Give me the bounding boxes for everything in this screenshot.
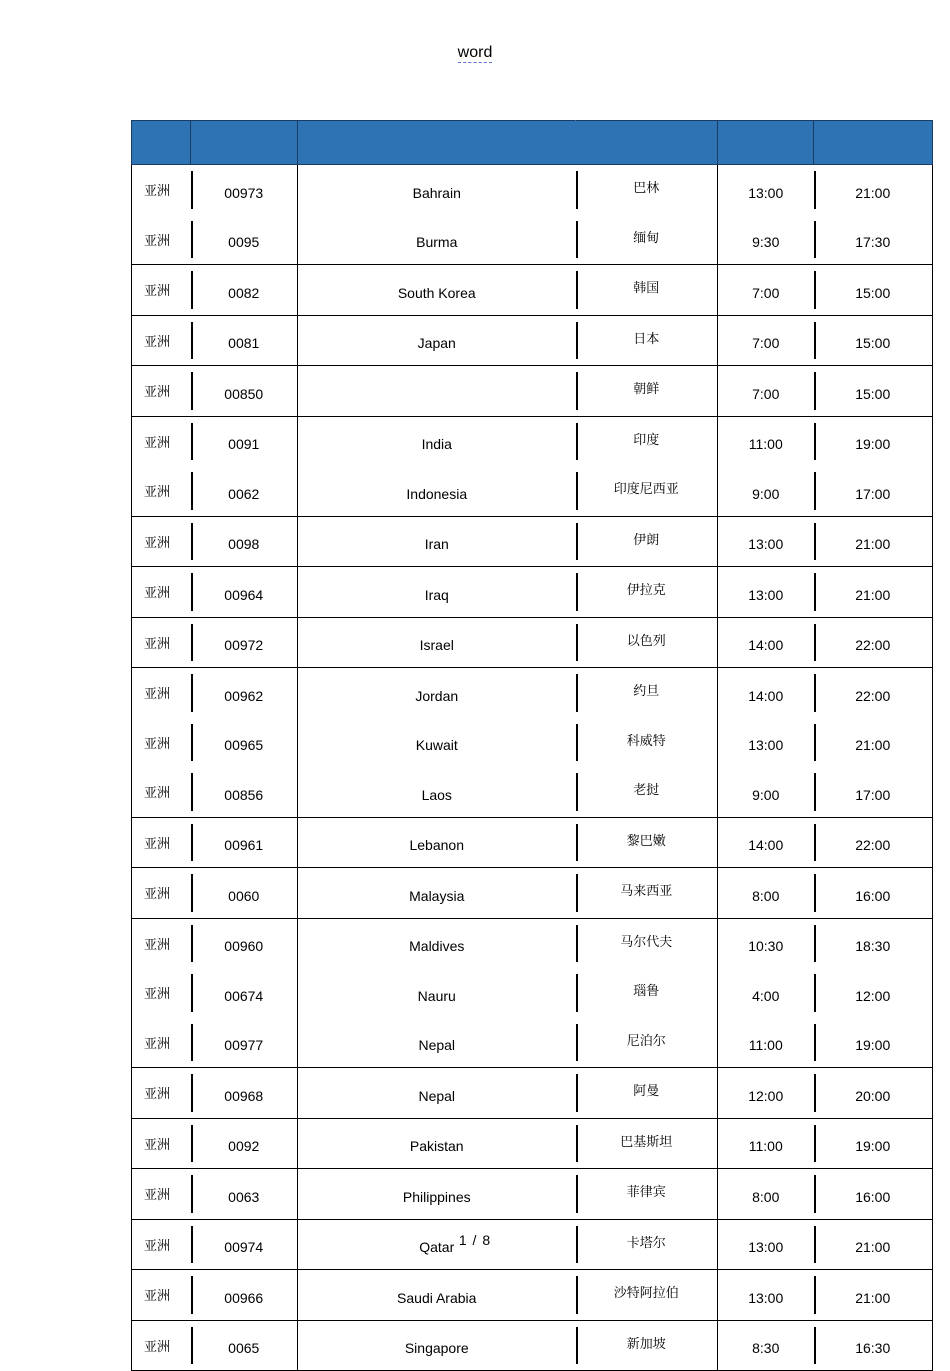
cell-country-en: Philippines: [298, 1169, 576, 1220]
cell-local-time: 12:00: [814, 968, 933, 1018]
cell-country-cn: 日本: [576, 315, 718, 366]
table-row: [132, 466, 933, 516]
cell-country-en: Nauru: [298, 968, 576, 1018]
header-cell-beijing-time: [718, 121, 814, 165]
cell-country-en: South Korea: [298, 265, 576, 316]
cell-continent: 亚洲: [132, 416, 191, 466]
cell-country-cn: 菲律宾: [576, 1169, 718, 1220]
cell-continent: 亚洲: [132, 215, 191, 265]
cell-beijing-time: 7:00: [718, 265, 814, 316]
cell-local-time: 21:00: [814, 165, 933, 215]
cell-continent: 亚洲: [132, 817, 191, 868]
cell-local-time: 21:00: [814, 718, 933, 768]
cell-country-cn: 沙特阿拉伯: [576, 1270, 718, 1321]
table-row: [132, 1320, 933, 1371]
cell-beijing-time: 11:00: [718, 1118, 814, 1169]
cell-dial-code: 00674: [191, 968, 298, 1018]
cell-dial-code: 00964: [191, 567, 298, 618]
table-row: [132, 918, 933, 968]
cell-local-time: 20:00: [814, 1068, 933, 1119]
cell-country-cn: 以色列: [576, 617, 718, 668]
table-row: [132, 668, 933, 718]
cell-beijing-time: 11:00: [718, 1018, 814, 1068]
cell-local-time: 21:00: [814, 1270, 933, 1321]
table-row: [132, 1169, 933, 1220]
cell-dial-code: 0092: [191, 1118, 298, 1169]
cell-continent: 亚洲: [132, 466, 191, 516]
cell-dial-code: 0082: [191, 265, 298, 316]
table-body: [132, 165, 933, 1371]
cell-continent: 亚洲: [132, 1219, 191, 1270]
cell-country-cn: 新加坡: [576, 1320, 718, 1371]
cell-local-time: 15:00: [814, 315, 933, 366]
cell-country-cn: 伊朗: [576, 516, 718, 567]
cell-continent: 亚洲: [132, 1118, 191, 1169]
cell-continent: 亚洲: [132, 868, 191, 919]
cell-country-cn: 卡塔尔: [576, 1219, 718, 1270]
cell-dial-code: 00961: [191, 817, 298, 868]
country-code-table: [131, 120, 933, 1371]
cell-continent: 亚洲: [132, 617, 191, 668]
cell-dial-code: 00850: [191, 366, 298, 417]
header-cell-continent: [132, 121, 191, 165]
cell-continent: 亚洲: [132, 668, 191, 718]
cell-country-en: India: [298, 416, 576, 466]
cell-country-en: Jordan: [298, 668, 576, 718]
cell-beijing-time: 4:00: [718, 968, 814, 1018]
table-header: [132, 121, 933, 165]
cell-continent: 亚洲: [132, 767, 191, 817]
table-row: [132, 817, 933, 868]
cell-continent: 亚洲: [132, 918, 191, 968]
cell-local-time: 19:00: [814, 1018, 933, 1068]
cell-country-en: Nepal: [298, 1068, 576, 1119]
cell-country-cn: 朝鲜: [576, 366, 718, 417]
cell-continent: 亚洲: [132, 1068, 191, 1119]
cell-country-cn: 伊拉克: [576, 567, 718, 618]
cell-local-time: 18:30: [814, 918, 933, 968]
cell-dial-code: 00856: [191, 767, 298, 817]
cell-continent: 亚洲: [132, 1018, 191, 1068]
cell-beijing-time: 9:30: [718, 215, 814, 265]
cell-beijing-time: 8:00: [718, 1169, 814, 1220]
table-header-row: [132, 121, 933, 165]
cell-continent: 亚洲: [132, 567, 191, 618]
cell-beijing-time: 7:00: [718, 315, 814, 366]
cell-local-time: 22:00: [814, 617, 933, 668]
cell-continent: 亚洲: [132, 516, 191, 567]
cell-beijing-time: 12:00: [718, 1068, 814, 1119]
cell-country-en: Malaysia: [298, 868, 576, 919]
cell-local-time: 21:00: [814, 1219, 933, 1270]
cell-country-en: Qatar: [298, 1219, 576, 1270]
cell-country-en: Kuwait: [298, 718, 576, 768]
cell-local-time: 22:00: [814, 668, 933, 718]
cell-beijing-time: 7:00: [718, 366, 814, 417]
cell-continent: 亚洲: [132, 315, 191, 366]
table-row: [132, 1118, 933, 1169]
cell-continent: 亚洲: [132, 968, 191, 1018]
cell-country-cn: 印度: [576, 416, 718, 466]
cell-country-cn: 约旦: [576, 668, 718, 718]
cell-dial-code: 0081: [191, 315, 298, 366]
cell-beijing-time: 14:00: [718, 817, 814, 868]
cell-local-time: 21:00: [814, 567, 933, 618]
cell-dial-code: 00968: [191, 1068, 298, 1119]
cell-dial-code: 0065: [191, 1320, 298, 1371]
cell-continent: 亚洲: [132, 265, 191, 316]
table-row: [132, 165, 933, 215]
cell-country-en: Singapore: [298, 1320, 576, 1371]
cell-local-time: 19:00: [814, 416, 933, 466]
cell-local-time: 21:00: [814, 516, 933, 567]
cell-country-en: Maldives: [298, 918, 576, 968]
page-number: 1 / 8: [458, 1232, 492, 1248]
cell-country-en: Iran: [298, 516, 576, 567]
cell-dial-code: 00966: [191, 1270, 298, 1321]
cell-dial-code: 0098: [191, 516, 298, 567]
cell-dial-code: 0091: [191, 416, 298, 466]
cell-country-cn: 瑙鲁: [576, 968, 718, 1018]
cell-continent: 亚洲: [132, 718, 191, 768]
table-row: [132, 767, 933, 817]
table-row: [132, 868, 933, 919]
cell-country-en: Israel: [298, 617, 576, 668]
cell-country-en: Nepal: [298, 1018, 576, 1068]
cell-country-cn: 韩国: [576, 265, 718, 316]
cell-country-en: Japan: [298, 315, 576, 366]
table-row: [132, 1270, 933, 1321]
cell-country-en: Laos: [298, 767, 576, 817]
cell-beijing-time: 11:00: [718, 416, 814, 466]
cell-beijing-time: 9:00: [718, 767, 814, 817]
cell-country-cn: 科威特: [576, 718, 718, 768]
cell-country-cn: 尼泊尔: [576, 1018, 718, 1068]
cell-country-en: Iraq: [298, 567, 576, 618]
cell-country-cn: 阿曼: [576, 1068, 718, 1119]
header-cell-country-cn: [576, 121, 718, 165]
cell-local-time: 15:00: [814, 265, 933, 316]
header-cell-country-en: [298, 121, 576, 165]
table-row: [132, 516, 933, 567]
cell-country-en: Lebanon: [298, 817, 576, 868]
cell-beijing-time: 14:00: [718, 668, 814, 718]
cell-beijing-time: 14:00: [718, 617, 814, 668]
cell-country-en: [298, 366, 576, 417]
cell-dial-code: 00972: [191, 617, 298, 668]
table-row: [132, 617, 933, 668]
cell-local-time: 15:00: [814, 366, 933, 417]
cell-dial-code: 00960: [191, 918, 298, 968]
cell-beijing-time: 8:30: [718, 1320, 814, 1371]
cell-country-en: Pakistan: [298, 1118, 576, 1169]
cell-dial-code: 0060: [191, 868, 298, 919]
cell-beijing-time: 13:00: [718, 1219, 814, 1270]
cell-local-time: 16:00: [814, 868, 933, 919]
cell-local-time: 22:00: [814, 817, 933, 868]
cell-country-cn: 黎巴嫩: [576, 817, 718, 868]
cell-dial-code: 00965: [191, 718, 298, 768]
cell-dial-code: 00962: [191, 668, 298, 718]
document-header: [0, 44, 950, 62]
cell-country-cn: 马来西亚: [576, 868, 718, 919]
cell-country-cn: 巴基斯坦: [576, 1118, 718, 1169]
cell-continent: 亚洲: [132, 1169, 191, 1220]
table-row: [132, 1068, 933, 1119]
header-cell-code: [191, 121, 298, 165]
cell-dial-code: 00973: [191, 165, 298, 215]
cell-dial-code: 0063: [191, 1169, 298, 1220]
cell-country-cn: 老挝: [576, 767, 718, 817]
table-row: [132, 315, 933, 366]
cell-continent: 亚洲: [132, 1320, 191, 1371]
header-cell-local-time: [814, 121, 933, 165]
cell-dial-code: 0062: [191, 466, 298, 516]
cell-country-cn: 巴林: [576, 165, 718, 215]
cell-local-time: 16:30: [814, 1320, 933, 1371]
cell-dial-code: 0095: [191, 215, 298, 265]
table-row: [132, 366, 933, 417]
table-row: [132, 968, 933, 1018]
cell-country-cn: 马尔代夫: [576, 918, 718, 968]
cell-beijing-time: 13:00: [718, 165, 814, 215]
cell-dial-code: 00977: [191, 1018, 298, 1068]
table-row: [132, 416, 933, 466]
cell-country-cn: 缅甸: [576, 215, 718, 265]
table-row: [132, 567, 933, 618]
cell-beijing-time: 10:30: [718, 918, 814, 968]
table-row: [132, 1018, 933, 1068]
table-row: [132, 215, 933, 265]
cell-continent: 亚洲: [132, 165, 191, 215]
cell-beijing-time: 13:00: [718, 516, 814, 567]
header-title: word: [457, 44, 493, 61]
table-row: [132, 265, 933, 316]
cell-local-time: 17:00: [814, 767, 933, 817]
cell-country-en: Bahrain: [298, 165, 576, 215]
cell-beijing-time: 13:00: [718, 718, 814, 768]
cell-local-time: 17:30: [814, 215, 933, 265]
cell-continent: 亚洲: [132, 366, 191, 417]
table-row: [132, 718, 933, 768]
cell-beijing-time: 8:00: [718, 868, 814, 919]
cell-beijing-time: 13:00: [718, 567, 814, 618]
cell-country-en: Saudi Arabia: [298, 1270, 576, 1321]
cell-continent: 亚洲: [132, 1270, 191, 1321]
cell-beijing-time: 9:00: [718, 466, 814, 516]
cell-local-time: 17:00: [814, 466, 933, 516]
cell-dial-code: 00974: [191, 1219, 298, 1270]
cell-beijing-time: 13:00: [718, 1270, 814, 1321]
cell-country-en: Indonesia: [298, 466, 576, 516]
cell-country-en: Burma: [298, 215, 576, 265]
cell-local-time: 16:00: [814, 1169, 933, 1220]
cell-local-time: 19:00: [814, 1118, 933, 1169]
cell-country-cn: 印度尼西亚: [576, 466, 718, 516]
